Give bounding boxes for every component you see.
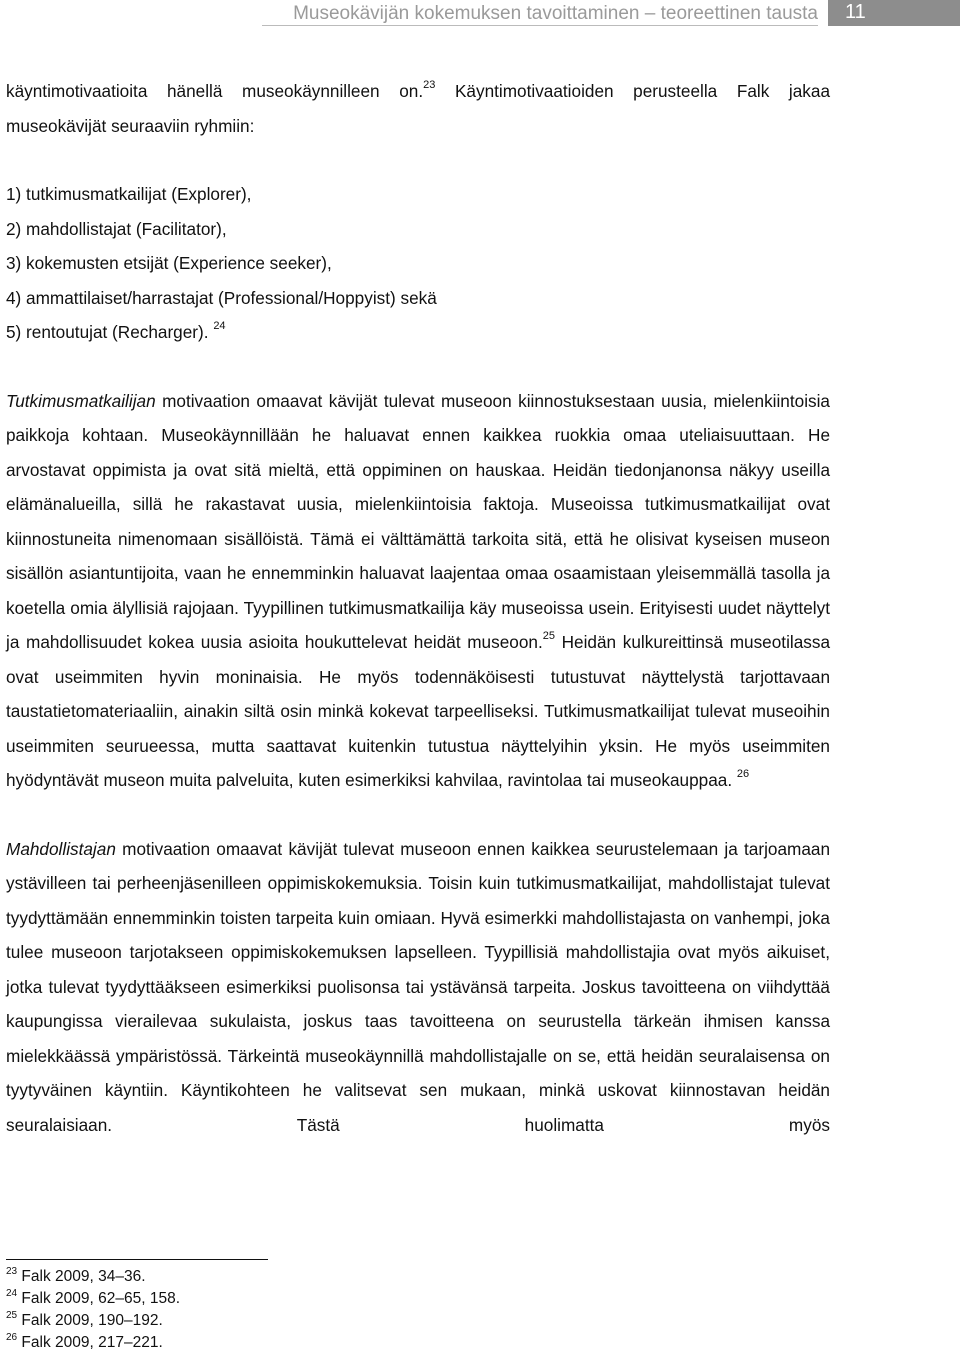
footnote-text: Falk 2009, 62–65, 158. <box>17 1290 180 1307</box>
body-text <box>6 74 830 1142</box>
running-title: Museokävijän kokemuksen tavoittaminen – teoreettinen tausta <box>293 3 818 24</box>
footnote-text: Falk 2009, 217–221. <box>17 1334 163 1351</box>
page-number: 11 <box>845 1 866 23</box>
header-rule <box>262 25 818 26</box>
footnote-item <box>6 1288 180 1310</box>
footnote-text: Falk 2009, 190–192. <box>17 1312 163 1329</box>
list-item: 2) mahdollistajat (Facilitator), <box>6 218 227 239</box>
footnote-item <box>6 1332 180 1354</box>
intro-text-b: Käyntimotivaatioiden perusteella Falk jakaa museokävijät seuraaviin ryhmiin: <box>6 81 831 136</box>
list-item-text: 5) rentoutujat (Recharger). <box>6 322 209 342</box>
footnote-separator <box>6 1259 268 1260</box>
spacer <box>6 143 830 177</box>
intro-text-a: käyntimotivaatioita hänellä museokäynnilleen on. <box>6 81 424 101</box>
intro-paragraph <box>6 74 830 143</box>
footnote-text: Falk 2009, 34–36. <box>17 1268 146 1285</box>
facilitator-paragraph <box>6 832 830 1143</box>
footnote-number: 23 <box>6 1266 18 1277</box>
list-item: 3) kokemusten etsijät (Experience seeker), <box>6 253 332 273</box>
facilitator-term: Mahdollistajan <box>6 838 116 859</box>
spacer <box>6 350 830 384</box>
list-item: 4) ammattilaiset/harrastajat (Professional/Hoppyist) sekä <box>6 287 437 308</box>
page-number-box <box>828 0 960 26</box>
footnote-ref-23[interactable]: 23 <box>423 79 436 91</box>
visitor-group-list <box>6 177 830 350</box>
footnote-item <box>6 1310 180 1332</box>
footnote-item <box>6 1266 180 1288</box>
facilitator-text: motivaation omaavat kävijät tulevat museoon ennen kaikkea seurustelemaan ja tarjoamaan ystävilleen tai perheenjäsenilleen oppimiskokemuksia. Toisin kuin tutkimusmatkailijat, mahdollistajat tulevat tyydyttämään ennemminkin toisten tarpeita kuin omiaan. Hyvä esimerkki mahdollistajasta on vanhempi, joka tulee museoon tarjotakseen oppimiskokemuksen lapselleen. Tyypillisiä mahdollistajia ovat myös aikuiset, jotka tulevat tyydyttääkseen esimerkiksi puolisonsa tai ystävänsä tarpeita. Joskus tavoitteena on viihdyttää kaupungissa vierailevaa sukulaista, joskus taas tavoitteena on seurustella tärkeän ihmisen kanssa mielekkäässä ympäristössä. Tärkeintä museokäynnillä mahdollistajalle on se, että heidän seuralaisensa on tyytyväinen käyntiin. Käyntikohteen he valitsevat sen mukaan, minkä uskovat kiinnostavan heidän seuralaisiaan. Tästä huolimatta myös <box>6 838 830 1135</box>
footnote-number: 24 <box>6 1288 18 1299</box>
footnote-ref-26[interactable]: 26 <box>736 768 750 780</box>
footnote-number: 26 <box>6 1332 18 1343</box>
footnote-number: 25 <box>6 1310 18 1321</box>
list-item <box>6 315 830 350</box>
spacer <box>6 798 830 832</box>
list-item: 1) tutkimusmatkailijat (Explorer), <box>6 184 252 204</box>
footnotes <box>6 1266 180 1354</box>
explorer-text-b: Heidän kulkureittinsä museotilassa ovat useimmiten hyvin moninaisia. He myös todennäköisesti tutustuvat näyttelystä tarjottavaan taustatietomateriaaliin, ainakin siltä osin minkä kokevat tarpeelliseksi. Tutkimusmatkailijat tulevat museoihin useimmiten seurueessa, mutta saattavat kuitenkin tutustua näyttelyihin yksin. He myös useimmiten hyödyntävät museon muita palveluita, kuten esimerkiksi kahvilaa, ravintolaa tai museokauppaa. <box>6 632 831 790</box>
footnote-ref-24[interactable]: 24 <box>213 320 226 332</box>
explorer-paragraph <box>6 384 830 798</box>
explorer-text-a: motivaation omaavat kävijät tulevat museoon kiinnostuksestaan uusia, mielenkiintoisia paikkoja kohtaan. Museokäynnillään he haluavat ennen kaikkea ruokkia omaa uteliaisuuttaan. He arvostavat oppimista ja ovat sitä mieltä, että oppiminen on hauskaa. Heidän tiedonjanonsa näkyy useilla elämänalueilla, sillä he rakastavat uusia, mielenkiintoisia faktoja. Museoissa tutkimusmatkailijat ovat kiinnostuneita nimenomaan sisällöistä. Tämä ei välttämättä tarkoita sitä, että he olisivat kyseisen museon sisällön asiantuntijoita, vaan he ennemminkin haluavat laajentaa omaa osaamistaan yleisemmällä tasolla ja koetella omia älyllisiä rajojaan. Tyypillinen tutkimusmatkailija käy museoissa usein. Erityisesti uudet näyttelyt ja mahdollisuudet kokea uusia asioita houkuttelevat heidät museoon. <box>6 390 830 652</box>
footnote-ref-25[interactable]: 25 <box>542 630 555 642</box>
running-header <box>0 0 960 28</box>
explorer-term: Tutkimusmatkailijan <box>6 390 156 411</box>
